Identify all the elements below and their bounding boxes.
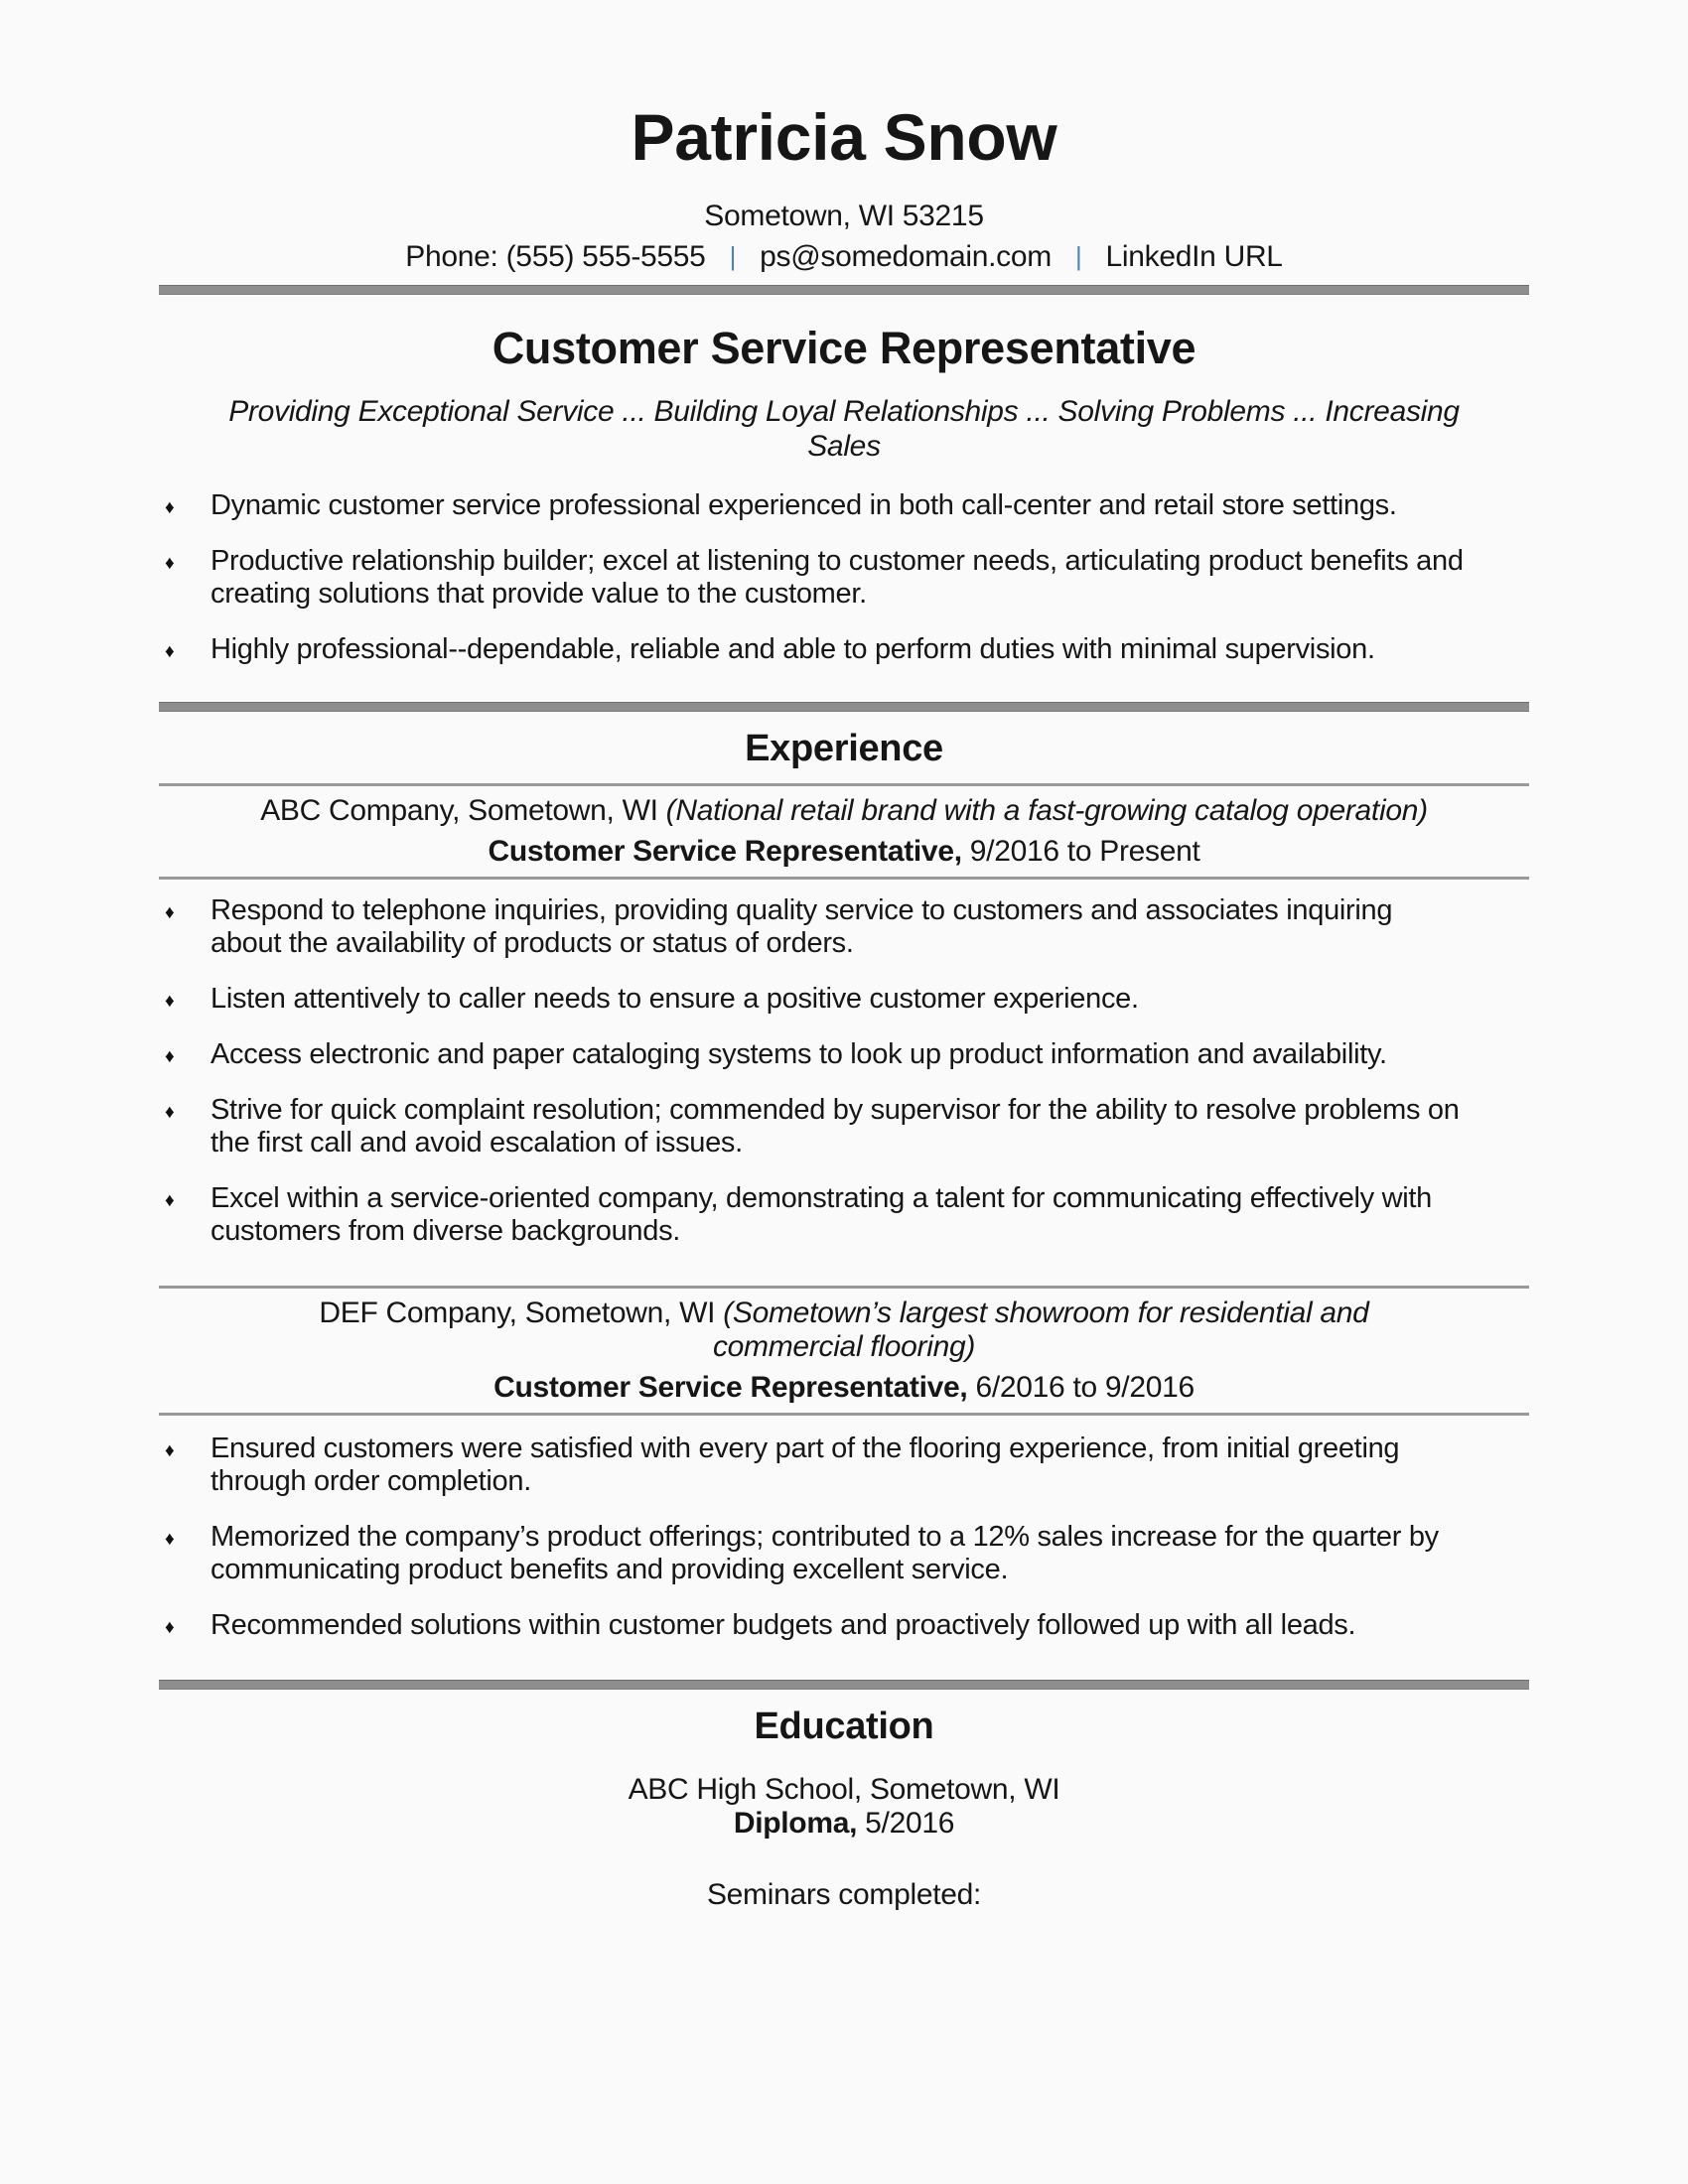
linkedin-text: LinkedIn URL: [1105, 240, 1283, 273]
list-item: [159, 894, 1529, 960]
section-divider-thick: [159, 1680, 1529, 1690]
education-degree-line: [159, 1807, 1529, 1841]
phone-text: Phone: (555) 555-5555: [405, 240, 706, 273]
resume-page: [159, 0, 1529, 1912]
list-item: [159, 1038, 1529, 1071]
bullet-text: Access electronic and paper cataloging systems to look up product information and availability.: [211, 1038, 1387, 1070]
list-item: [159, 545, 1529, 611]
diamond-bullet-icon: ♦: [165, 497, 175, 518]
job-bullet-list: [159, 1433, 1529, 1642]
degree-date: 5/2016: [865, 1807, 955, 1840]
job-dates: 6/2016 to 9/2016: [975, 1371, 1195, 1404]
company-name: DEF Company, Sometown, WI: [319, 1297, 716, 1329]
education-school: ABC High School, Sometown, WI: [628, 1773, 1060, 1806]
list-item: [159, 1182, 1529, 1248]
email-text: ps@somedomain.com: [760, 240, 1052, 273]
job-title-line: [159, 835, 1529, 869]
diamond-bullet-icon: ♦: [165, 1617, 175, 1638]
diamond-bullet-icon: ♦: [165, 553, 175, 574]
divider-thin: [159, 1286, 1529, 1289]
divider-thin: [159, 1413, 1529, 1416]
company-note: (National retail brand with a fast-growing catalog operation): [665, 794, 1428, 827]
list-item: [159, 983, 1529, 1016]
bullet-text: Productive relationship builder; excel at listening to customer needs, articulating product benefits and creating solutions that provide value to the customer.: [211, 545, 1464, 610]
summary-list: [159, 489, 1529, 666]
bullet-text: Recommended solutions within customer budgets and proactively followed up with all leads.: [211, 1609, 1356, 1641]
list-item: [159, 489, 1529, 522]
experience-section-heading: Experience: [745, 728, 943, 769]
education-seminars-label: Seminars completed:: [706, 1878, 982, 1911]
diamond-bullet-icon: ♦: [165, 641, 175, 662]
person-location: Sometown, WI 53215: [704, 200, 984, 232]
headline-tagline: Providing Exceptional Service ... Building Loyal Relationships ... Solving Problems ... Increasing Sales: [228, 395, 1460, 463]
separator-pipe-icon: |: [1075, 241, 1082, 271]
job-title: Customer Service Representative,: [488, 835, 962, 868]
diamond-bullet-icon: ♦: [165, 1046, 175, 1067]
section-divider-thick: [159, 285, 1529, 295]
education-section-heading: Education: [754, 1706, 934, 1747]
bullet-text: Highly professional--dependable, reliable and able to perform duties with minimal supervision.: [211, 633, 1375, 665]
headline-title: Customer Service Representative: [492, 323, 1196, 373]
diamond-bullet-icon: ♦: [165, 991, 175, 1012]
degree-name: Diploma,: [733, 1807, 858, 1840]
job-company-line: [243, 1297, 1445, 1364]
diamond-bullet-icon: ♦: [165, 1529, 175, 1550]
job-title-line: [159, 1371, 1529, 1405]
job-company-line: [243, 794, 1445, 828]
diamond-bullet-icon: ♦: [165, 1440, 175, 1461]
list-item: [159, 633, 1529, 666]
separator-pipe-icon: |: [729, 241, 737, 271]
diamond-bullet-icon: ♦: [165, 1102, 175, 1123]
bullet-text: Listen attentively to caller needs to ensure a positive customer experience.: [211, 983, 1139, 1015]
diamond-bullet-icon: ♦: [165, 902, 175, 923]
list-item: [159, 1433, 1529, 1498]
bullet-text: Respond to telephone inquiries, providing quality service to customers and associates inquiring about the availability of products or status of orders.: [211, 894, 1393, 959]
job-bullet-list: [159, 894, 1529, 1248]
bullet-text: Memorized the company’s product offerings; contributed to a 12% sales increase for the quarter by communicating product benefits and providing excellent service.: [211, 1521, 1439, 1585]
section-divider-thick: [159, 702, 1529, 712]
divider-thin: [159, 877, 1529, 880]
bullet-text: Dynamic customer service professional experienced in both call-center and retail store settings.: [211, 489, 1397, 521]
company-name: ABC Company, Sometown, WI: [260, 794, 658, 827]
bullet-text: Strive for quick complaint resolution; commended by supervisor for the ability to resolve problems on the first call and avoid escalation of issues.: [211, 1094, 1460, 1159]
bullet-text: Excel within a service-oriented company, demonstrating a talent for communicating effectively with customers from diverse backgrounds.: [211, 1182, 1433, 1247]
person-name: Patricia Snow: [631, 100, 1057, 174]
list-item: [159, 1521, 1529, 1586]
company-note: (Sometown’s largest showroom for residential and commercial flooring): [712, 1297, 1369, 1363]
contact-line: [159, 238, 1529, 275]
divider-thin: [159, 783, 1529, 786]
list-item: [159, 1094, 1529, 1160]
bullet-text: Ensured customers were satisfied with every part of the flooring experience, from initial greeting through order completion.: [211, 1433, 1400, 1497]
diamond-bullet-icon: ♦: [165, 1190, 175, 1211]
list-item: [159, 1609, 1529, 1642]
job-title: Customer Service Representative,: [493, 1371, 968, 1404]
job-dates: 9/2016 to Present: [969, 835, 1200, 868]
